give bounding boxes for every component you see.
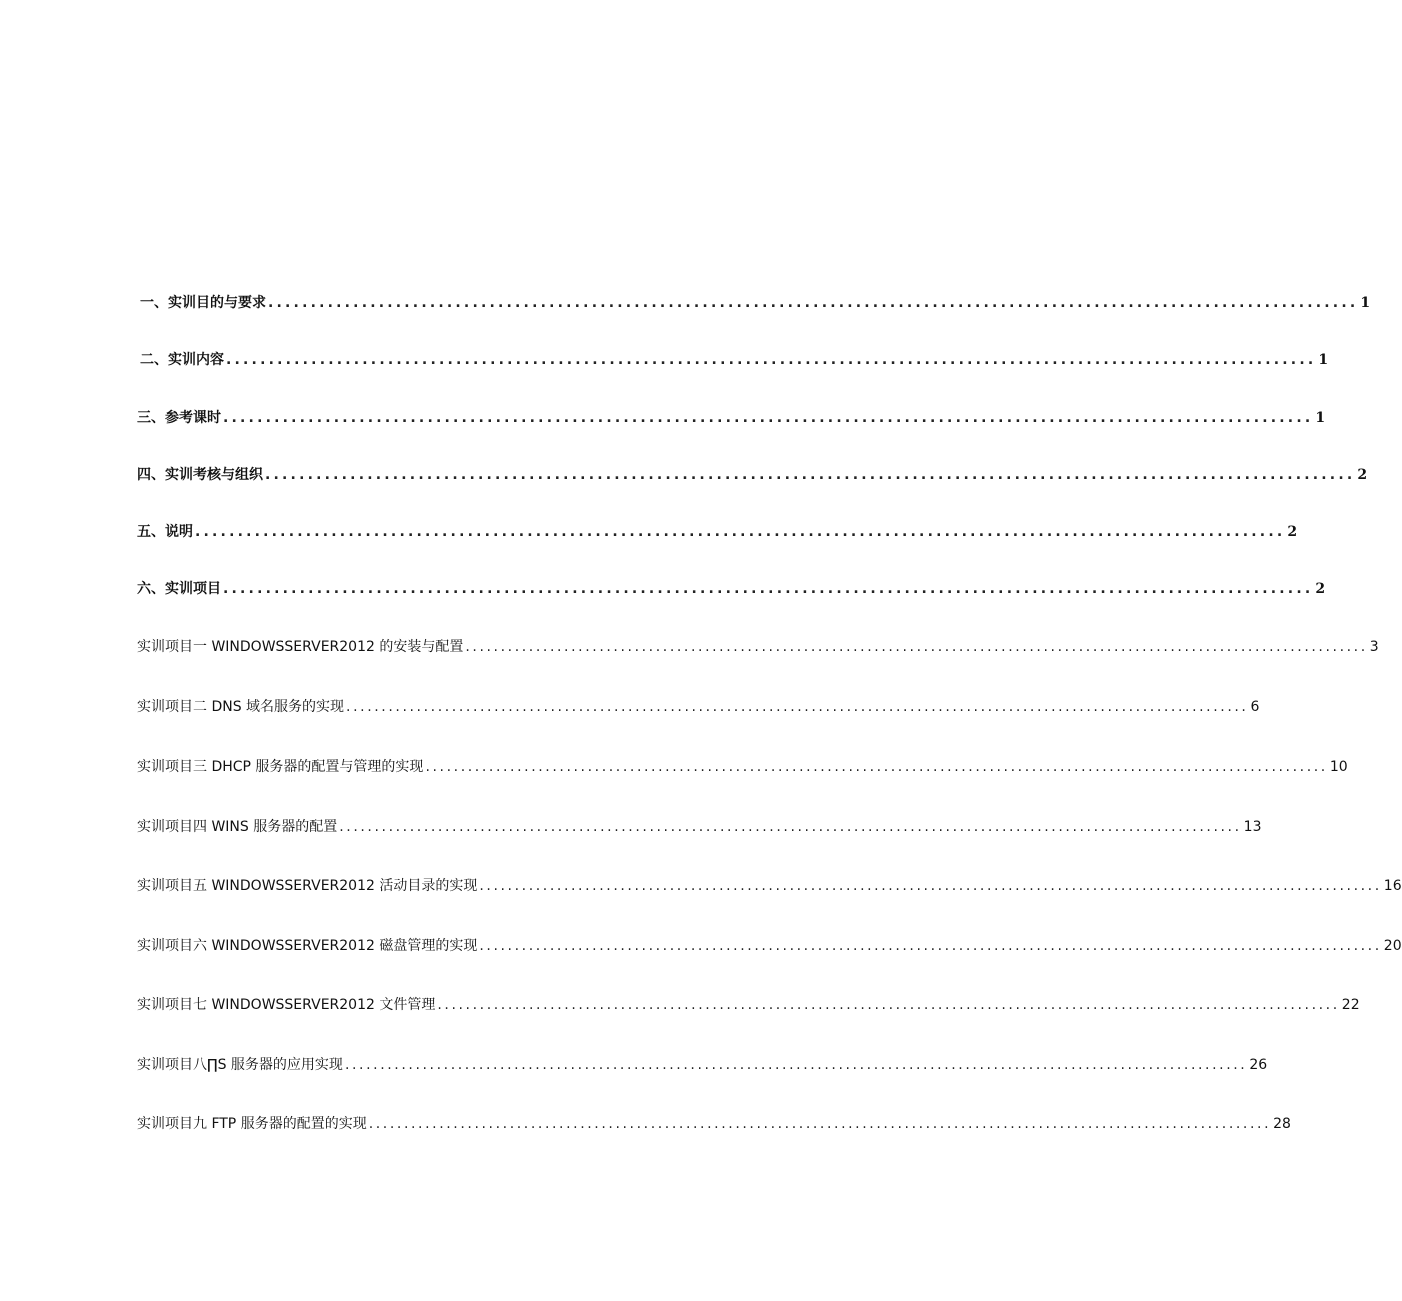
toc-entry-title: 实训项目八∏S 服务器的应用实现 xyxy=(137,1057,343,1073)
toc-entry-title: 实训项目九 FTP 服务器的配置的实现 xyxy=(137,1116,367,1132)
toc-leader-dots: ................................................................................................................................ xyxy=(339,819,1242,835)
toc-leader-dots: ................................................................................................................................ xyxy=(346,699,1249,715)
toc-page-number: 13 xyxy=(1243,819,1262,835)
toc-page-number: 1 xyxy=(1318,352,1329,368)
toc-leader-dots: ................................................................................................................................ xyxy=(368,1116,1272,1132)
toc-entry-title: 实训项目六 WINDOWSSERVER2012 磁盘管理的实现 xyxy=(137,938,478,954)
toc-entry-title: 实训项目五 WINDOWSSERVER2012 活动目录的实现 xyxy=(137,878,478,894)
toc-page-number: 3 xyxy=(1369,639,1379,655)
toc-entry-title: 实训项目四 WINS 服务器的配置 xyxy=(137,819,338,835)
toc-entry-title: 实训项目三 DHCP 服务器的配置与管理的实现 xyxy=(137,759,424,775)
toc-leader-dots: ................................................................................................................................ xyxy=(479,878,1382,894)
toc-entry-title: 一、实训目的与要求 xyxy=(140,295,266,311)
toc-entry-title: 实训项目二 DNS 域名服务的实现 xyxy=(137,699,345,715)
toc-page-number: 6 xyxy=(1250,699,1260,715)
toc-entry-title: 六、实训项目 xyxy=(137,581,221,597)
toc-entry-major[interactable] xyxy=(140,349,1329,369)
toc-page-number: 28 xyxy=(1273,1116,1291,1132)
toc-page-number: 2 xyxy=(1357,467,1368,483)
toc-page-number: 1 xyxy=(1315,410,1326,426)
toc-entry-project[interactable] xyxy=(137,756,1348,776)
toc-page-number: 1 xyxy=(1360,295,1371,311)
toc-leader-dots: ................................................................................................................................ xyxy=(195,524,1286,540)
toc-entry-project[interactable] xyxy=(137,1113,1291,1133)
toc-page-number: 10 xyxy=(1329,759,1348,775)
toc-entry-title: 四、实训考核与组织 xyxy=(137,467,263,483)
toc-page-number: 16 xyxy=(1383,878,1402,894)
toc-entry-title: 三、参考课时 xyxy=(137,410,221,426)
toc-entry-project[interactable] xyxy=(137,636,1379,656)
toc-page-number: 26 xyxy=(1249,1057,1268,1073)
toc-entry-project[interactable] xyxy=(137,816,1262,836)
toc-entry-project[interactable] xyxy=(137,696,1260,716)
toc-entry-major[interactable] xyxy=(140,292,1371,312)
toc-leader-dots: ................................................................................................................................ xyxy=(268,295,1359,311)
toc-leader-dots: ................................................................................................................................ xyxy=(223,581,1314,597)
toc-leader-dots: ................................................................................................................................ xyxy=(425,759,1328,775)
toc-leader-dots: ................................................................................................................................ xyxy=(223,410,1314,426)
toc-leader-dots: ................................................................................................................................ xyxy=(265,467,1356,483)
toc-page-number: 2 xyxy=(1287,524,1298,540)
toc-leader-dots: ................................................................................................................................ xyxy=(465,639,1368,655)
toc-entry-project[interactable] xyxy=(137,1054,1268,1074)
toc-entry-title: 五、说明 xyxy=(137,524,193,540)
toc-leader-dots: ................................................................................................................................ xyxy=(479,938,1382,954)
toc-entry-major[interactable] xyxy=(137,578,1326,598)
toc-page-number: 22 xyxy=(1341,997,1360,1013)
toc-entry-major[interactable] xyxy=(137,521,1298,541)
toc-entry-project[interactable] xyxy=(137,875,1402,895)
toc-leader-dots: ................................................................................................................................ xyxy=(437,997,1340,1013)
toc-entry-project[interactable] xyxy=(137,994,1360,1014)
toc-page-number: 20 xyxy=(1383,938,1402,954)
toc-leader-dots: ................................................................................................................................ xyxy=(226,352,1317,368)
toc-entry-title: 实训项目七 WINDOWSSERVER2012 文件管理 xyxy=(137,997,436,1013)
toc-page-number: 2 xyxy=(1315,581,1326,597)
toc-entry-project[interactable] xyxy=(137,935,1402,955)
toc-entry-title: 实训项目一 WINDOWSSERVER2012 的安装与配置 xyxy=(137,639,464,655)
toc-entry-major[interactable] xyxy=(137,407,1326,427)
toc-entry-title: 二、实训内容 xyxy=(140,352,224,368)
toc-leader-dots: ................................................................................................................................ xyxy=(344,1057,1248,1073)
toc-entry-major[interactable] xyxy=(137,464,1368,484)
